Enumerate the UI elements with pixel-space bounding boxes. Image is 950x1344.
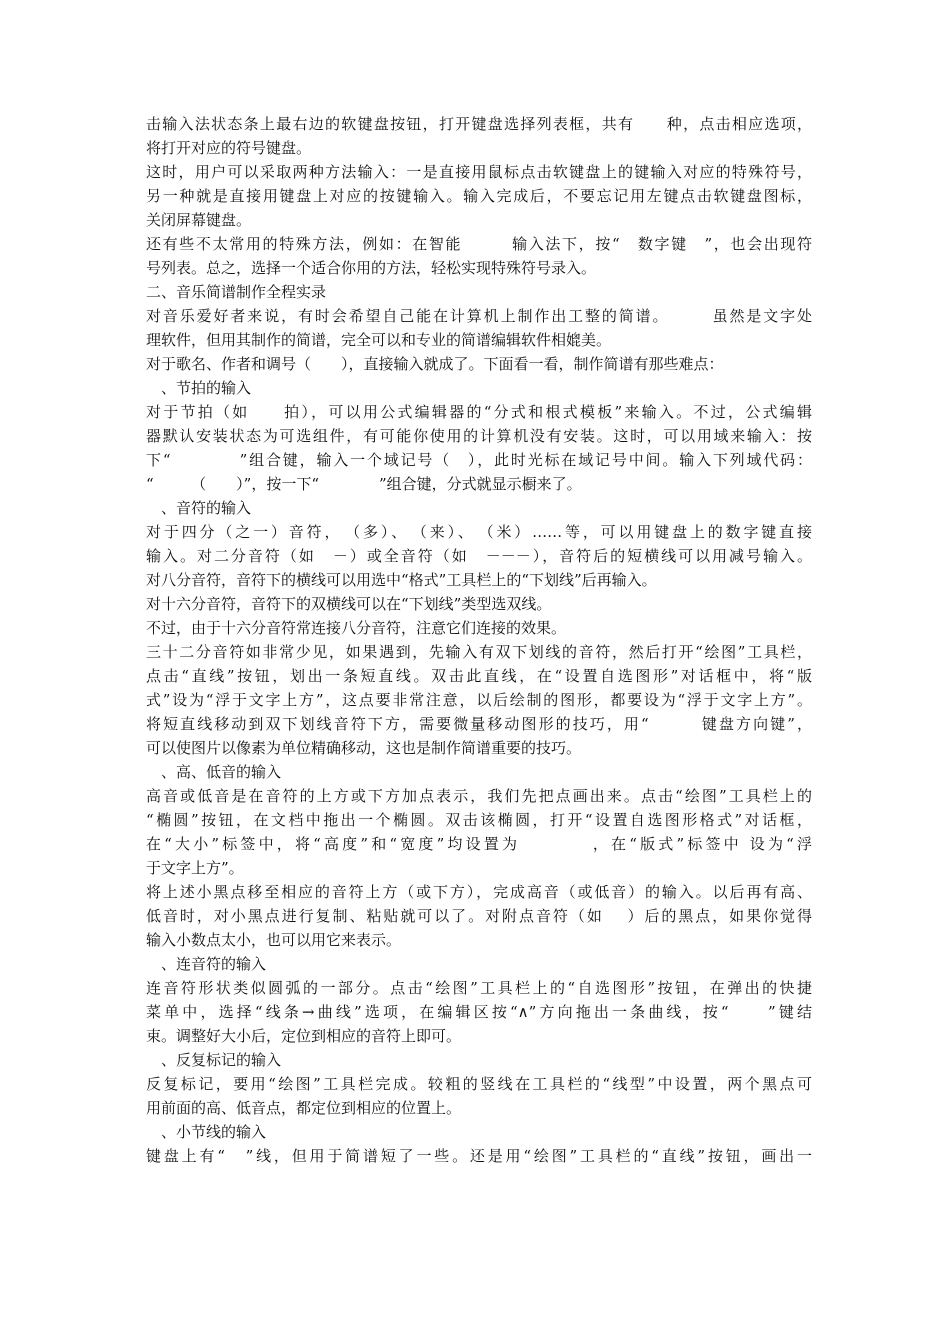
text-line: 将短直线移动到双下划线音符下方，需要微量移动图形的技巧，用“ 键盘方向键”， bbox=[146, 715, 812, 733]
text-line: 连音符形状类似圆弧的一部分。点击“绘图”工具栏上的“自选图形”按钮，在弹出的快捷 bbox=[146, 979, 812, 997]
text-line: 式”设为“浮于文字上方”，这点要非常注意，以后绘制的图形，都要设为“浮于文字上方”。 bbox=[146, 691, 812, 709]
text-line: 用前面的高、低音点，都定位到相应的位置上。 bbox=[146, 1099, 462, 1117]
subsection-heading: 、反复标记的输入 bbox=[146, 1051, 282, 1069]
text-line: 对于歌名、作者和调号（ ），直接输入就成了。下面看一看，制作简谱有那些难点： bbox=[146, 355, 724, 373]
text-line: 于文字上方”。 bbox=[146, 859, 244, 877]
subsection-heading: 、音符的输入 bbox=[146, 499, 252, 517]
text-line: 还有些不太常用的特殊方法，例如：在智能 输入法下，按“ 数字键 ”，也会出现符 bbox=[146, 235, 812, 253]
text-line: 另一种就是直接用键盘上对应的按键输入。输入完成后，不要忘记用左键点击软键盘图标， bbox=[146, 187, 812, 205]
text-line: 点击“直线”按钮，划出一条短直线。双击此直线，在“设置自选图形”对话框中，将“版 bbox=[146, 667, 812, 685]
text-line: 输入小数点太小，也可以用它来表示。 bbox=[146, 931, 402, 949]
subsection-heading: 、节拍的输入 bbox=[146, 379, 252, 397]
subsection-heading: 、连音符的输入 bbox=[146, 955, 267, 973]
text-line: 击输入法状态条上最右边的软键盘按钮，打开键盘选择列表框，共有 种，点击相应选项， bbox=[146, 115, 812, 133]
text-line: 三十二分音符如非常少见，如果遇到，先输入有双下划线的音符，然后打开“绘图”工具栏， bbox=[146, 643, 812, 661]
text-line: 将上述小黑点移至相应的音符上方（或下方），完成高音（或低音）的输入。以后再有高、 bbox=[146, 883, 812, 901]
text-line: 关闭屏幕键盘。 bbox=[146, 211, 252, 229]
text-line: 对于四分（之一）音符， （多）、 （来）、 （米）……等，可以用键盘上的数字键直接 bbox=[146, 523, 812, 541]
text-line: 对音乐爱好者来说，有时会希望自己能在计算机上制作出工整的简谱。 虽然是文字处 bbox=[146, 307, 812, 325]
text-line: 低音时，对小黑点进行复制、粘贴就可以了。对附点音符（如 ）后的黑点，如果你觉得 bbox=[146, 907, 812, 925]
text-line: 键盘上有“ ”线，但用于简谱短了一些。还是用“绘图”工具栏的“直线”按钮，画出一 bbox=[146, 1147, 812, 1165]
text-line: 在“大小”标签中，将“高度”和“宽度”均设置为 ，在“版式”标签中 设为“浮 bbox=[146, 835, 812, 853]
text-line: 这时，用户可以采取两种方法输入：一是直接用鼠标点击软键盘上的键输入对应的特殊符号， bbox=[146, 163, 812, 181]
text-line: 高音或低音是在音符的上方或下方加点表示，我们先把点画出来。点击“绘图”工具栏上的 bbox=[146, 787, 812, 805]
text-line: 菜单中，选择“线条→曲线”选项，在编辑区按“∧”方向拖出一条曲线，按“ ”键结 bbox=[146, 1003, 812, 1021]
document-body bbox=[146, 112, 812, 1168]
text-line: 下“ ”组合键，输入一个域记号（ ），此时光标在域记号中间。输入下列域代码： bbox=[146, 451, 812, 469]
text-line: 理软件，但用其制作的简谱，完全可以和专业的简谱编辑软件相媲美。 bbox=[146, 331, 612, 349]
text-line: 对八分音符，音符下的横线可以用选中“格式”工具栏上的“下划线”后再输入。 bbox=[146, 571, 657, 589]
subsection-heading: 、高、低音的输入 bbox=[146, 763, 282, 781]
text-line: 器默认安装状态为可选组件，有可能你使用的计算机没有安装。这时，可以用域来输入：按 bbox=[146, 427, 812, 445]
text-line: 号列表。总之，选择一个适合你用的方法，轻松实现特殊符号录入。 bbox=[146, 259, 597, 277]
text-line: 反复标记，要用“绘图”工具栏完成。较粗的竖线在工具栏的“线型”中设置，两个黑点可 bbox=[146, 1075, 812, 1093]
text-line: 对十六分音符，音符下的双横线可以在“下划线”类型选双线。 bbox=[146, 595, 552, 613]
section-heading: 二、音乐简谱制作全程实录 bbox=[146, 283, 327, 301]
text-line: “椭圆”按钮，在文档中拖出一个椭圆。双击该椭圆，打开“设置自选图形格式”对话框， bbox=[146, 811, 812, 829]
text-line: 将打开对应的符号键盘。 bbox=[146, 139, 312, 157]
text-line: “ （ ）”，按一下“ ”组合键，分式就显示橱来了。 bbox=[146, 475, 582, 493]
text-line: 束。调整好大小后，定位到相应的音符上即可。 bbox=[146, 1027, 462, 1045]
text-line: 不过，由于十六分音符常连接八分音符，注意它们连接的效果。 bbox=[146, 619, 567, 637]
text-line: 可以使图片以像素为单位精确移动，这也是制作简谱重要的技巧。 bbox=[146, 739, 582, 757]
text-line: 对于节拍（如 拍），可以用公式编辑器的“分式和根式模板”来输入。不过，公式编辑 bbox=[146, 403, 812, 421]
subsection-heading: 、小节线的输入 bbox=[146, 1123, 267, 1141]
text-line: 输入。对二分音符（如 －）或全音符（如 －－－），音符后的短横线可以用减号输入。 bbox=[146, 547, 812, 565]
